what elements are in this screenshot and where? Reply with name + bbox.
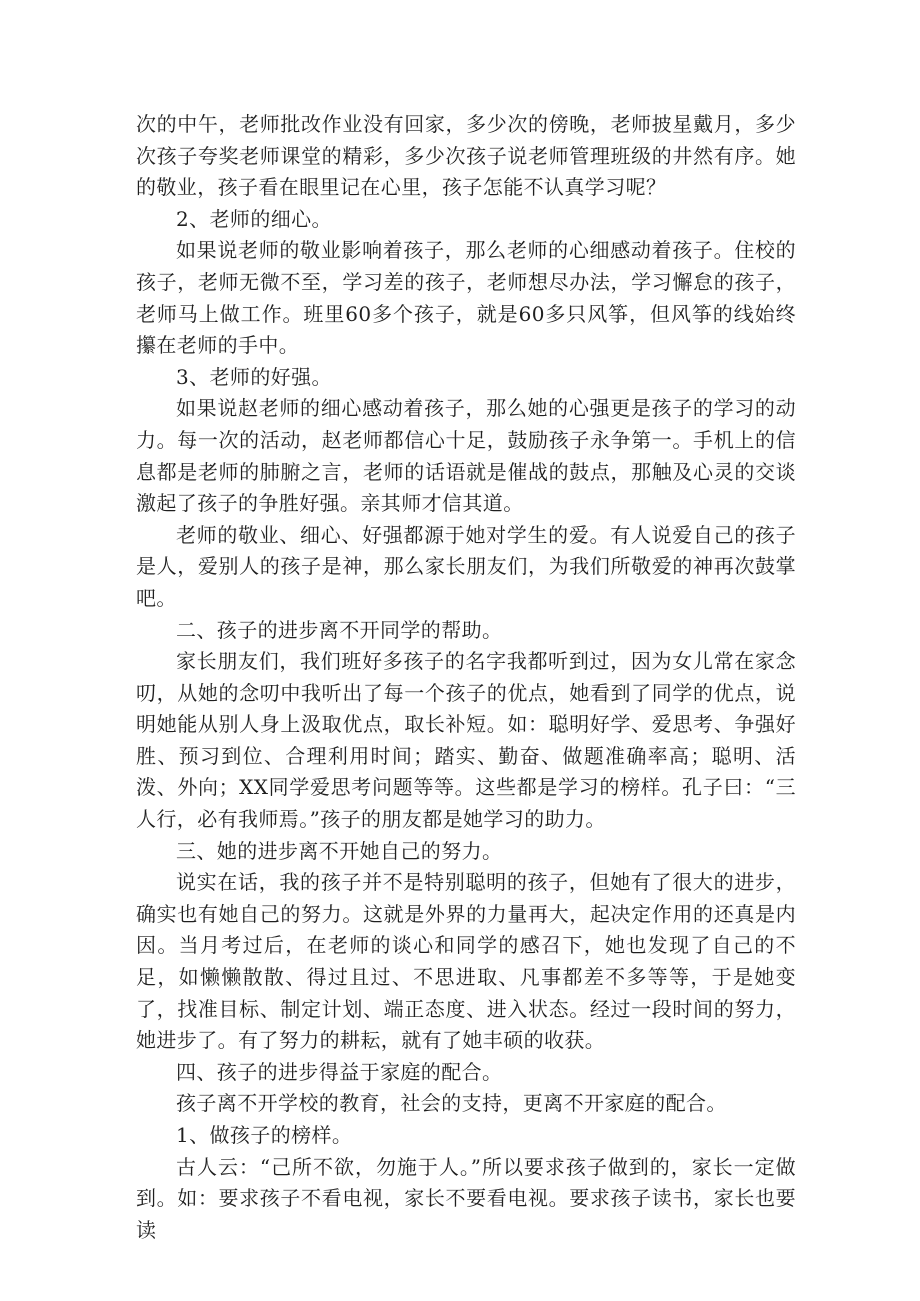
paragraph: 老师的敬业、细心、好强都源于她对学生的爱。有人说爱自己的孩子是人，爱别人的孩子是神，那么家长朋友们，为我们所敬爱的神再次鼓掌吧。 xyxy=(136,522,796,610)
document-body xyxy=(136,109,796,1246)
section-heading: 三、她的进步离不开她自己的努力。 xyxy=(176,838,503,863)
section-heading: 1、做孩子的榜样。 xyxy=(176,1123,353,1147)
section-heading: 四、孩子的进步得益于家庭的配合。 xyxy=(176,1059,503,1084)
paragraph: 孩子离不开学校的教育，社会的支持，更离不开家庭的配合。 xyxy=(176,1091,727,1116)
paragraph: 家长朋友们，我们班好多孩子的名字我都听到过，因为女儿常在家念叨，从她的念叨中我听出了每一个孩子的优点，她看到了同学的优点，说明她能从别人身上汲取优点，取长补短。如：聪明好学、爱思考、争强好胜、预习到位、合理利用时间；踏实、勤奋、做题准确率高；聪明、活泼、外向；XX同学爱思考问题等等。这些都是学习的榜样。孔子曰：“三人行，必有我师焉。”孩子的朋友都是她学习的助力。 xyxy=(136,649,796,832)
paragraph: 说实在话，我的孩子并不是特别聪明的孩子，但她有了很大的进步，确实也有她自己的努力。这就是外界的力量再大，起决定作用的还真是内因。当月考过后，在老师的谈心和同学的感召下，她也发现了自己的不足，如懒懒散散、得过且过、不思进取、凡事都差不多等等，于是她变了，找准目标、制定计划、端正态度、进入状态。经过一段时间的努力，她进步了。有了努力的耕耘，就有了她丰硕的收获。 xyxy=(136,870,796,1053)
paragraph: 古人云：“己所不欲，勿施于人。”所以要求孩子做到的，家长一定做到。如：要求孩子不看电视，家长不要看电视。要求孩子读书，家长也要读 xyxy=(136,1154,796,1242)
paragraph: 如果说老师的敬业影响着孩子，那么老师的心细感动着孩子。住校的孩子，老师无微不至，学习差的孩子，老师想尽办法，学习懈怠的孩子，老师马上做工作。班里60多个孩子，就是60多只风筝，但风筝的线始终攥在老师的手中。 xyxy=(136,238,796,358)
paragraph: 如果说赵老师的细心感动着孩子，那么她的心强更是孩子的学习的动力。每一次的活动，赵老师都信心十足，鼓励孩子永争第一。手机上的信息都是老师的肺腑之言，老师的话语就是催战的鼓点，那触及心灵的交谈激起了孩子的争胜好强。亲其师才信其道。 xyxy=(136,396,796,516)
section-heading: 2、老师的细心。 xyxy=(176,206,332,231)
section-heading: 3、老师的好强。 xyxy=(176,364,332,389)
paragraph: 次的中午，老师批改作业没有回家，多少次的傍晚，老师披星戴月，多少次孩子夸奖老师课堂的精彩，多少次孩子说老师管理班级的井然有序。她的敬业，孩子看在眼里记在心里，孩子怎能不认真学习呢？ xyxy=(136,112,796,200)
section-heading: 二、孩子的进步离不开同学的帮助。 xyxy=(176,617,503,642)
